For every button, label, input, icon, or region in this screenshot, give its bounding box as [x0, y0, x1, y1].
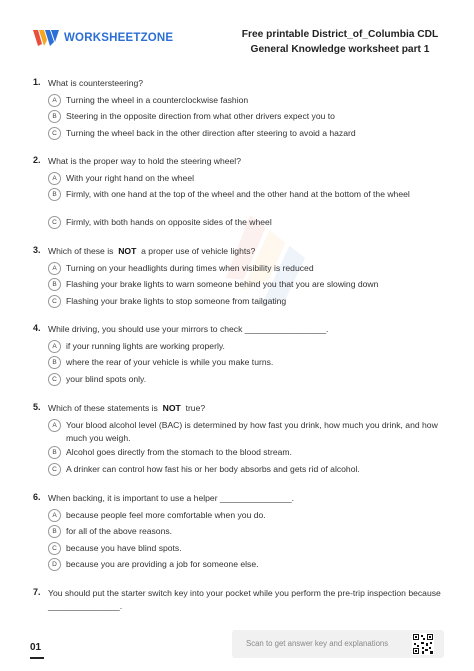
question-text: What is the proper way to hold the steering wheel? [48, 156, 241, 166]
question-text [48, 402, 443, 415]
brand-logo[interactable] [32, 28, 173, 48]
page-header [0, 0, 474, 70]
option-letter-badge: A [48, 94, 61, 107]
qr-code-icon[interactable] [412, 633, 434, 655]
option-letter-badge: A [48, 262, 61, 275]
option-letter-badge: A [48, 419, 61, 432]
option-letter-badge: B [48, 446, 61, 459]
question-number: 6. [33, 492, 41, 502]
option-letter-badge: C [48, 463, 61, 476]
question-number: 2. [33, 155, 41, 165]
question-text: You should put the starter switch key into your pocket while you perform the pre-trip inspection because _______________. [48, 588, 441, 611]
question-text-after: a proper use of vehicle lights? [141, 246, 256, 256]
option-letter-badge: B [48, 525, 61, 538]
option-text: if your running lights are working properly. [66, 341, 225, 351]
option-letter-badge: C [48, 542, 61, 555]
option-text: A drinker can control how fast his or her body absorbs and gets rid of alcohol. [66, 464, 360, 474]
option-text: Turning the wheel back in the other direction after steering to avoid a hazard [66, 128, 356, 138]
option-text: Steering in the opposite direction from what other drivers expect you to [66, 111, 335, 121]
option-letter-badge: B [48, 110, 61, 123]
logo-text-zone: ZONE [140, 32, 174, 44]
question-text: While driving, you should use your mirrors to check _________________. [48, 324, 329, 334]
option-letter-badge: B [48, 356, 61, 369]
option-text: because you are providing a job for someone else. [66, 559, 259, 569]
option-text: Flashing your brake lights to stop someone from tailgating [66, 296, 287, 306]
question-text: When backing, it is important to use a helper _______________. [48, 493, 295, 503]
option-text: where the rear of your vehicle is while you make turns. [66, 357, 274, 367]
option-letter-badge: A [48, 172, 61, 185]
option-letter-badge: C [48, 127, 61, 140]
option-text: Your blood alcohol level (BAC) is determined by how fast you drink, how much you drink, and how much you weigh. [66, 420, 438, 443]
option-text: because you have blind spots. [66, 543, 182, 553]
question-emphasis: NOT [118, 246, 137, 256]
option-letter-badge: B [48, 278, 61, 291]
question-number: 1. [33, 77, 41, 87]
answer-key-text: Scan to get answer key and explanations [246, 639, 389, 648]
option-text: With your right hand on the wheel [66, 173, 195, 183]
option-text: Flashing your brake lights to warn someone behind you that you are slowing down [66, 279, 379, 289]
option-text: Firmly, with one hand at the top of the wheel and the other hand at the bottom of the wheel [66, 189, 410, 199]
question-text-before: Which of these is [48, 246, 114, 256]
page-number-underline [30, 657, 44, 659]
question-number: 5. [33, 402, 41, 412]
question-text-before: Which of these statements is [48, 403, 158, 413]
option-text: your blind spots only. [66, 374, 147, 384]
question-text: What is countersteering? [48, 78, 144, 88]
logo-icon [32, 28, 60, 48]
question-text [48, 245, 443, 258]
question-number: 3. [33, 245, 41, 255]
page-number: 01 [30, 642, 42, 653]
title-line-1: Free printable District_of_Columbia CDL [241, 29, 439, 40]
question-text-after: true? [185, 403, 206, 413]
title-line-2: General Knowledge worksheet part 1 [250, 44, 430, 55]
worksheet-title [230, 27, 450, 57]
option-text: Firmly, with both hands on opposite sides of the wheel [66, 217, 272, 227]
logo-text-worksheet: WORKSHEET [64, 32, 141, 44]
option-letter-badge: A [48, 509, 61, 522]
question-emphasis: NOT [162, 403, 181, 413]
question-number: 4. [33, 323, 41, 333]
option-text: because people feel more comfortable when you do. [66, 510, 266, 520]
option-text: Alcohol goes directly from the stomach to the blood stream. [66, 447, 292, 457]
logo-text [64, 32, 173, 44]
question-number: 7. [33, 587, 41, 597]
answer-key-banner[interactable] [232, 630, 444, 658]
option-letter-badge: C [48, 295, 61, 308]
option-letter-badge: B [48, 188, 61, 201]
option-letter-badge: A [48, 340, 61, 353]
option-text: for all of the above reasons. [66, 526, 173, 536]
option-letter-badge: C [48, 373, 61, 386]
option-text: Turning the wheel in a counterclockwise fashion [66, 95, 249, 105]
option-text: Turning on your headlights during times when visibility is reduced [66, 263, 314, 273]
option-letter-badge: C [48, 216, 61, 229]
option-letter-badge: D [48, 558, 61, 571]
